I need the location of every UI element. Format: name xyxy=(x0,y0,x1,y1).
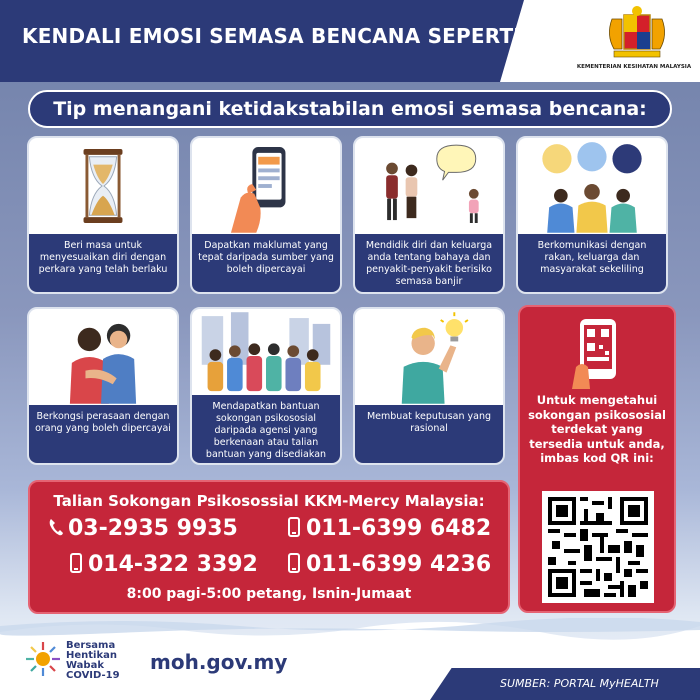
idea-man-icon xyxy=(355,309,503,405)
qr-instruction: Untuk mengetahui sokongan psikososial terdekat yang tersedia untuk anda, imbas kod QR ini: xyxy=(528,393,666,465)
ministry-label: KEMENTERIAN KESIHATAN MALAYSIA xyxy=(576,64,692,70)
tip-card-7 xyxy=(353,307,505,465)
campaign-line-3: Wabak xyxy=(66,660,104,671)
helpline-number-3-text: 014-322 3392 xyxy=(88,552,258,577)
page-title: KENDALI EMOSI SEMASA BENCANA SEPERTI BANJIR xyxy=(22,24,608,48)
helpline-number-2[interactable] xyxy=(286,516,491,541)
qr-code[interactable] xyxy=(542,491,654,603)
campaign-line-4: COVID-19 xyxy=(66,670,120,681)
helpline-number-1-text: 03-2935 9935 xyxy=(68,516,238,541)
couple-hug-icon xyxy=(29,309,177,405)
tip-card-3 xyxy=(353,136,505,294)
tip-card-2-text: Dapatkan maklumat yang tepat daripada sumber yang boleh dipercayai xyxy=(192,234,340,294)
mobile-phone-icon xyxy=(286,553,302,573)
malaysia-coat-of-arms-icon xyxy=(602,5,672,61)
tip-card-5-text: Berkongsi perasaan dengan orang yang boleh dipercayai xyxy=(29,405,177,465)
helpline-number-3[interactable] xyxy=(68,552,258,577)
hourglass-icon xyxy=(29,138,177,234)
tip-heading-pill xyxy=(28,90,672,128)
website-link[interactable]: moh.gov.my xyxy=(150,650,288,674)
smartphone-hand-icon xyxy=(192,138,340,234)
telephone-icon xyxy=(48,517,64,537)
helpline-number-4-text: 011-6399 4236 xyxy=(306,552,492,577)
family-talk-icon xyxy=(355,138,503,234)
crowd-icon xyxy=(192,309,340,405)
tip-card-4 xyxy=(516,136,668,294)
mobile-phone-icon xyxy=(286,517,302,537)
tip-card-4-text: Berkomunikasi dengan rakan, keluarga dan masyarakat sekeliling xyxy=(518,234,666,294)
group-chat-icon xyxy=(518,138,666,234)
helpline-panel xyxy=(28,480,510,614)
helpline-title: Talian Sokongan Psikosossial KKM-Mercy Malaysia: xyxy=(53,492,485,510)
tip-card-6-text: Mendapatkan bantuan sokongan psikososial daripada agensi yang berkenaan atau talian bantuan yang disediakan xyxy=(192,395,340,465)
covid-campaign-text xyxy=(66,641,120,681)
tip-card-5 xyxy=(27,307,179,465)
tip-card-6 xyxy=(190,307,342,465)
mobile-phone-icon xyxy=(68,553,84,573)
helpline-hours: 8:00 pagi-5:00 petang, Isnin-Jumaat xyxy=(126,586,412,602)
tip-card-1 xyxy=(27,136,179,294)
helpline-number-2-text: 011-6399 6482 xyxy=(306,516,492,541)
tip-card-1-text: Beri masa untuk menyesuaikan diri dengan perkara yang telah berlaku xyxy=(29,234,177,294)
covid-campaign-logo-icon xyxy=(24,640,62,678)
tip-card-7-text: Membuat keputusan yang rasional xyxy=(355,405,503,465)
helpline-number-4[interactable] xyxy=(286,552,491,577)
source-credit: SUMBER: PORTAL MyHEALTH xyxy=(500,677,659,690)
qr-card xyxy=(518,305,676,613)
phone-qr-scan-icon xyxy=(572,317,628,389)
campaign-line-2: Hentikan xyxy=(66,650,117,661)
helpline-number-1[interactable] xyxy=(48,516,238,541)
tip-card-2 xyxy=(190,136,342,294)
campaign-line-1: Bersama xyxy=(66,640,116,651)
qr-code-icon xyxy=(548,497,648,597)
tip-heading: Tip menangani ketidakstabilan emosi semasa bencana: xyxy=(53,98,647,120)
tip-card-3-text: Mendidik diri dan keluarga anda tentang bahaya dan penyakit-penyakit berisiko semasa banjir xyxy=(355,234,503,294)
